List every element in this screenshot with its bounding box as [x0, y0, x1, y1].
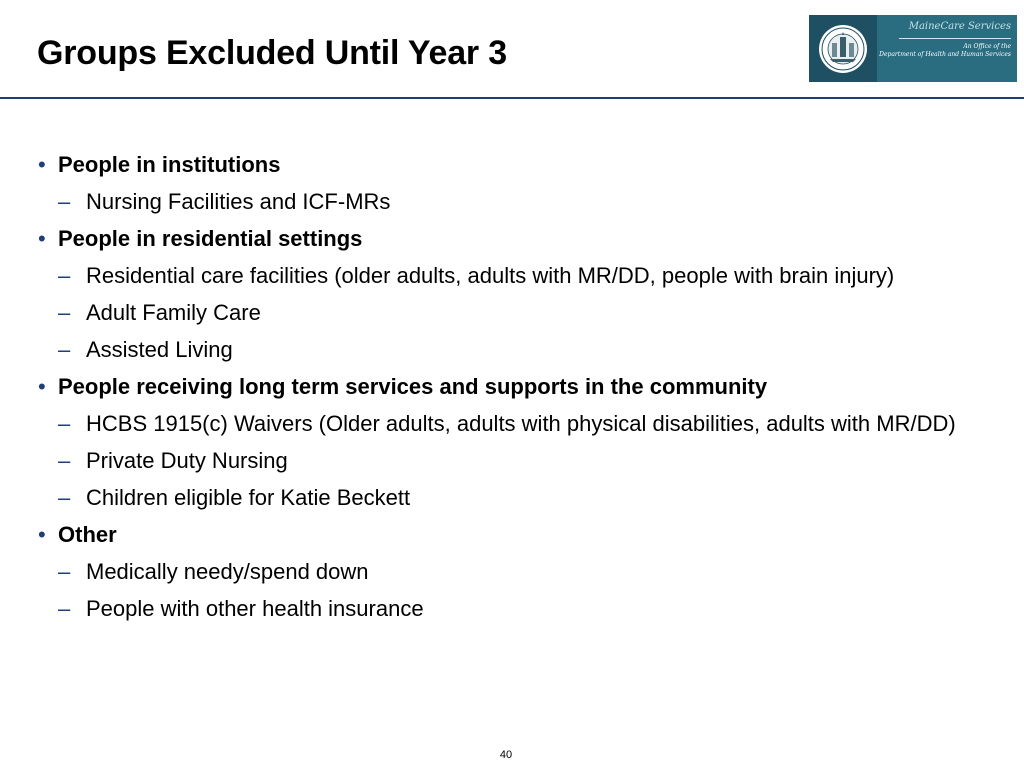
bullet-item: [36, 520, 986, 550]
sub-bullet-text: Residential care facilities (older adults, adults with MR/DD, people with brain injury): [86, 263, 895, 288]
sub-bullet-item: [36, 483, 986, 513]
state-seal-icon: [817, 23, 869, 75]
sub-bullet-item: [36, 446, 986, 476]
dash-icon: –: [58, 448, 71, 473]
dash-icon: –: [58, 411, 71, 436]
bullet-list: [36, 150, 986, 631]
sub-bullet-text: HCBS 1915(c) Waivers (Older adults, adults with physical disabilities, adults with MR/DD): [86, 411, 956, 436]
dash-icon: –: [58, 263, 71, 288]
bullet-item: [36, 150, 986, 180]
sub-bullet-text: Children eligible for Katie Beckett: [86, 485, 411, 510]
dash-icon: –: [58, 300, 71, 325]
bullet-icon: •: [38, 152, 46, 177]
sub-bullet-text: Medically needy/spend down: [86, 559, 369, 584]
bullet-item: [36, 372, 986, 402]
bullet-label: Other: [58, 522, 117, 547]
bullet-label: People in institutions: [58, 152, 281, 177]
dash-icon: –: [58, 189, 71, 214]
bullet-icon: •: [38, 226, 46, 251]
bullet-label: People receiving long term services and supports in the community: [58, 374, 768, 399]
logo-name: MaineCare Services: [908, 21, 1011, 32]
bullet-item: [36, 224, 986, 254]
sub-bullet-item: [36, 261, 986, 291]
sub-bullet-item: [36, 594, 986, 624]
logo-subtitle-1: An Office of the: [963, 43, 1011, 50]
logo-subtitle-2: Department of Health and Human Services: [879, 51, 1011, 58]
sub-bullet-text: Assisted Living: [86, 337, 233, 362]
seal-panel: [809, 15, 877, 82]
logo-text: [877, 15, 1017, 82]
dash-icon: –: [58, 337, 71, 362]
sub-bullet-text: Nursing Facilities and ICF-MRs: [86, 189, 391, 214]
page-number: 40: [499, 749, 513, 761]
sub-bullet-text: Adult Family Care: [86, 300, 261, 325]
bullet-icon: •: [38, 522, 46, 547]
mainecare-logo: [809, 15, 1017, 82]
slide-title: Groups Excluded Until Year 3: [37, 34, 507, 72]
title-divider: [0, 97, 1024, 99]
sub-bullet-item: [36, 557, 986, 587]
sub-bullet-item: [36, 335, 986, 365]
bullet-icon: •: [38, 374, 46, 399]
dash-icon: –: [58, 559, 71, 584]
sub-bullet-text: Private Duty Nursing: [86, 448, 288, 473]
bullet-label: People in residential settings: [58, 226, 363, 251]
dash-icon: –: [58, 485, 71, 510]
sub-bullet-item: [36, 187, 986, 217]
logo-divider: [899, 38, 1011, 39]
sub-bullet-text: People with other health insurance: [86, 596, 424, 621]
sub-bullet-item: [36, 409, 986, 439]
sub-bullet-item: [36, 298, 986, 328]
dash-icon: –: [58, 596, 71, 621]
